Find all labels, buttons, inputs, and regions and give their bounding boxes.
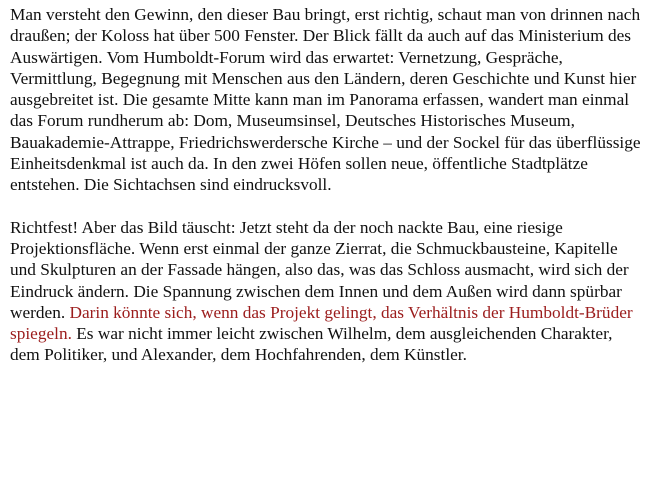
highlighted-quote: Darin könnte sich, wenn das Projekt gelingt, das Verhältnis der Humboldt-Brüder spiegeln. [10,302,633,344]
paragraph-2-text-end: Es war nicht immer leicht zwischen Wilhelm, dem ausgleichenden Charakter, dem Politiker, und Alexander, dem Hochfahrenden, dem Künstler. [10,324,613,365]
paragraph-1: Man versteht den Gewinn, den dieser Bau bringt, erst richtig, schaut man von drinnen nach draußen; der Koloss hat über 500 Fenster. Der Blick fällt da auch auf das Ministerium des Auswärtigen. Vom Humboldt-Forum wird das erwartet: Vernetzung, Gespräche, Vermittlung, Begegnung mit Menschen aus den Ländern, deren Geschichte und Kunst hier ausgebreitet ist. Die gesamte Mitte kann man im Panorama erfassen, wandert man einmal das Forum rundherum ab: Dom, Museumsinsel, Deutsches Historisches Museum, Bauakademie-Attrappe, Friedrichswerdersche Kirche – und der Sockel für das überflüssige Einheitsdenkmal ist auch da. In den zwei Höfen sollen neue, öffentliche Stadtplätze entstehen. Die Sichtachsen sind eindrucksvoll. [10,5,641,195]
paragraph-2-text-start: Richtfest! Aber das Bild täuscht: Jetzt steht da der noch nackte Bau, eine riesige Projektionsfläche. Wenn erst einmal der ganze Zierrat, die Schmuckbausteine, Kapitelle und Skulpturen an der Fassade hängen, also das, was das Schloss ausmacht, wird sich der Eindruck ändern. Die Spannung zwischen dem Innen und dem Außen wird dann spürbar werden. [10,217,629,322]
article-body [10,4,646,387]
paragraph-2 [10,217,646,366]
